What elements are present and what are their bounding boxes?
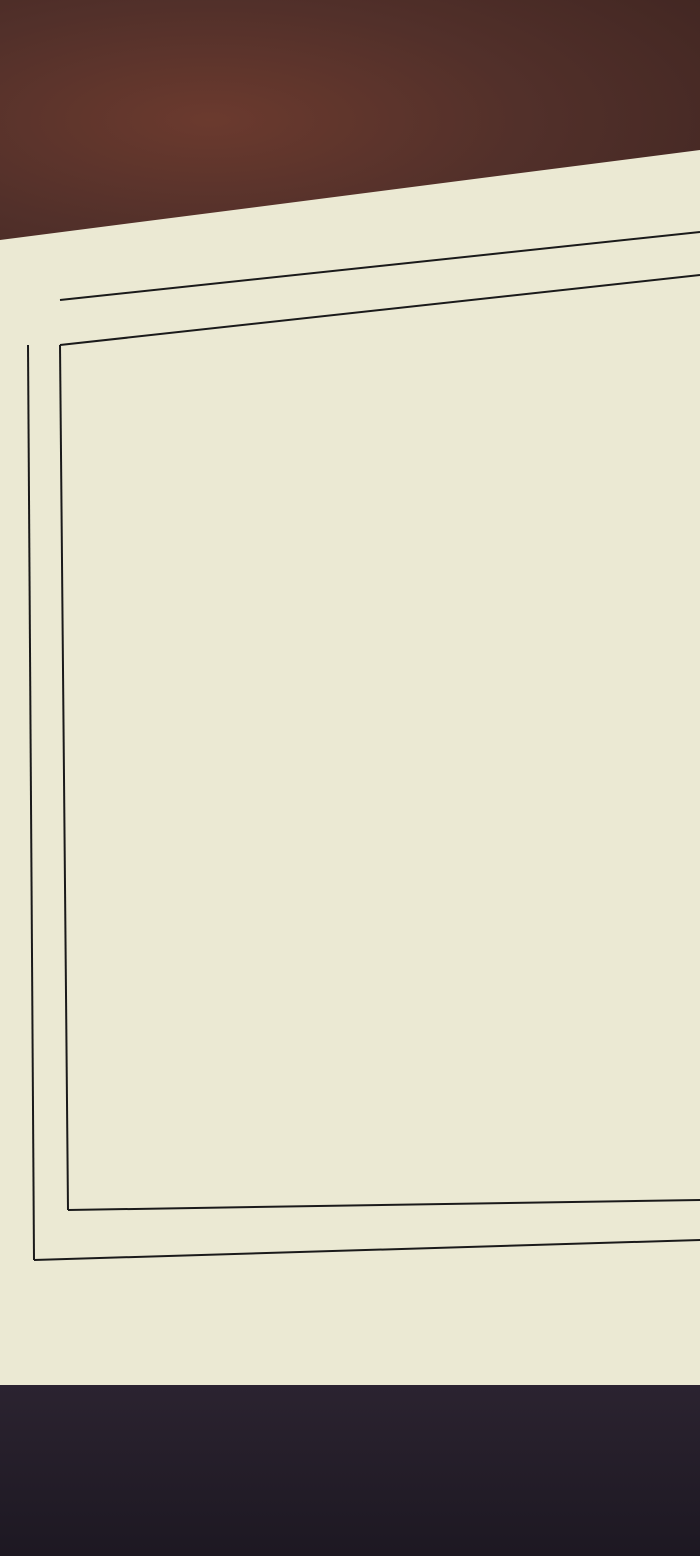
paragraph-either (80, 342, 670, 353)
page-text (80, 330, 687, 1211)
section-heading-frames (80, 342, 670, 353)
list-item-connected (80, 342, 670, 353)
list-item-dimensions (80, 342, 670, 353)
list-item-separate (80, 342, 670, 353)
paragraph-frames-intro (80, 342, 670, 353)
dark-fabric (0, 1385, 700, 1556)
paragraph-distribution (80, 342, 670, 353)
list-item-vertical-units (80, 342, 670, 353)
list-item-horizontal-units (80, 342, 670, 353)
paragraph-notes-intro (80, 342, 670, 353)
list-item-simplicity (80, 342, 670, 353)
